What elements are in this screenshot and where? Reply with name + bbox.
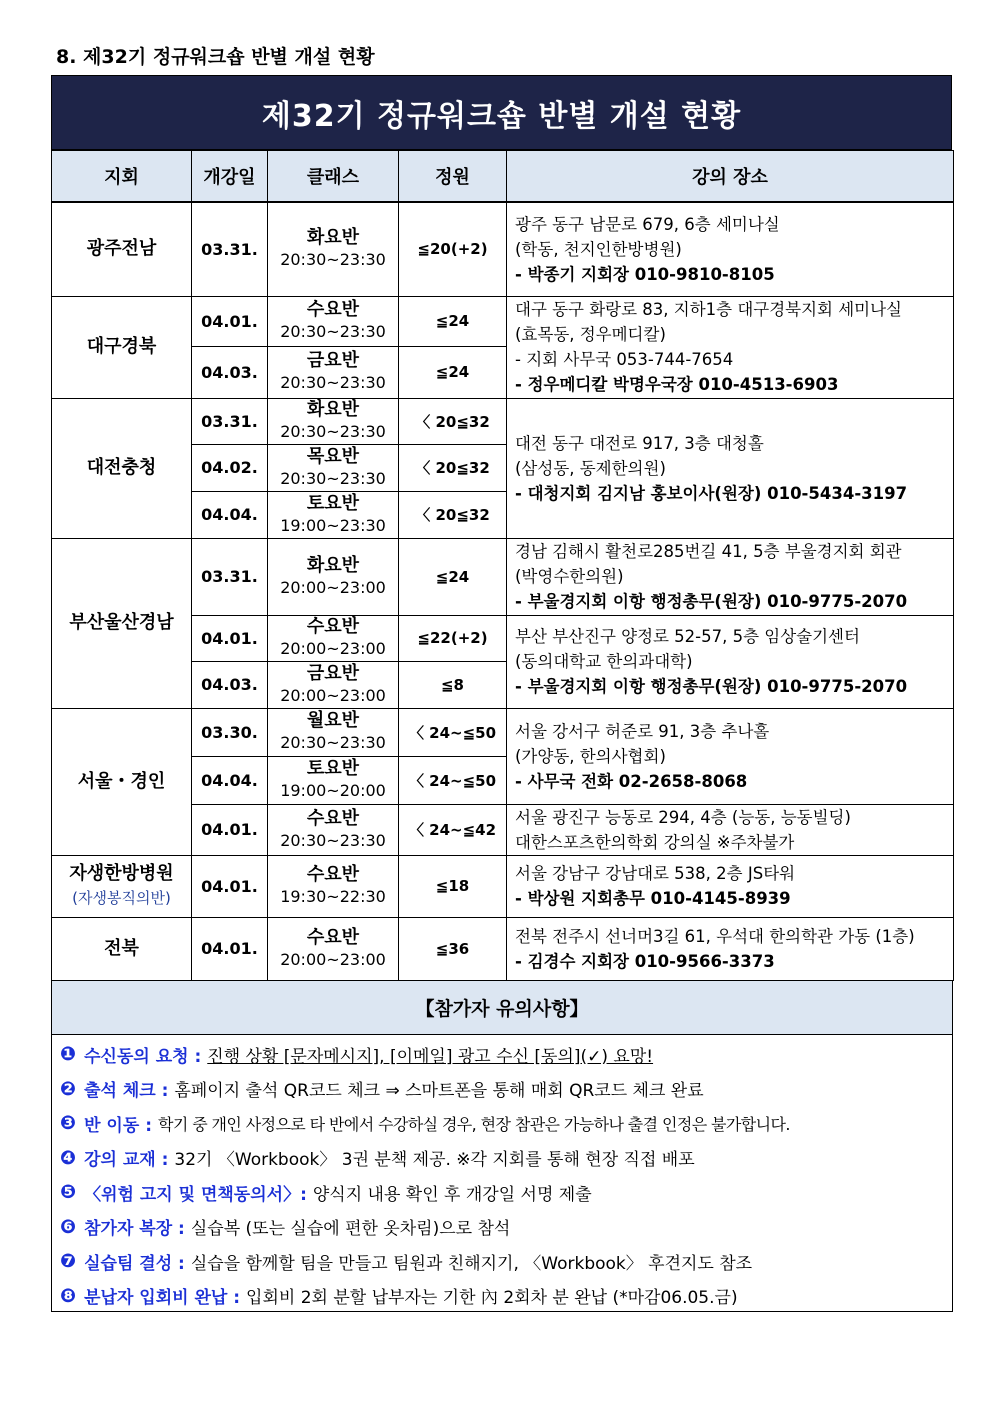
capacity-cell: 〈 24~≦50 (399, 708, 507, 756)
notice-label: 수신동의 요청 : (84, 1046, 202, 1067)
notice-item (52, 1175, 952, 1210)
class-time: 20:30~23:30 (280, 422, 386, 441)
date-cell: 04.01. (192, 296, 268, 346)
branch-cell (52, 398, 192, 538)
notice-text: 실습을 함께할 팀을 만들고 팀원과 친해지기, 〈Workbook〉 후견지도 참조 (190, 1253, 753, 1274)
class-cell (268, 756, 399, 804)
class-day: 수요반 (306, 616, 360, 637)
capacity-cell: ≦24 (399, 538, 507, 615)
notice-label: 출석 체크 : (84, 1081, 169, 1102)
date-cell: 04.01. (192, 917, 268, 980)
branch-cell (52, 538, 192, 708)
date-cell: 04.02. (192, 444, 268, 491)
class-time: 20:30~23:30 (280, 322, 386, 341)
venue-address: 광주 동구 남문로 679, 6층 세미나실 (515, 214, 780, 234)
venue-cell (507, 398, 954, 538)
notice-text: 실습복 (또는 실습에 편한 옷차림)으로 참석 (190, 1219, 511, 1240)
notice-label: 실습팀 결성 : (84, 1253, 185, 1274)
class-day: 화요반 (306, 399, 360, 420)
branch-name: 대구경북 (86, 336, 157, 357)
capacity-cell: ≦20(+2) (399, 202, 507, 296)
notice-number: ❽ (60, 1284, 77, 1307)
branch-name: 부산울산경남 (69, 612, 174, 633)
table-row (52, 296, 954, 346)
date-cell: 03.31. (192, 538, 268, 615)
header-capacity: 정원 (399, 151, 507, 203)
venue-address: 부산 부산진구 양정로 52-57, 5층 임상술기센터 (515, 627, 860, 646)
date-cell: 04.04. (192, 491, 268, 538)
branch-cell (52, 708, 192, 855)
class-day: 금요반 (306, 350, 360, 371)
venue-detail: (삼성동, 동제한의원) (515, 458, 666, 478)
schedule-table (51, 150, 954, 981)
class-day: 토요반 (306, 492, 360, 514)
venue-address: 서울 강남구 강남대로 538, 2층 JS타워 (515, 864, 796, 883)
date-cell: 04.01. (192, 855, 268, 917)
class-time: 20:30~23:30 (280, 733, 386, 752)
class-cell (268, 346, 399, 398)
venue-cell (507, 296, 954, 398)
date-cell: 04.01. (192, 615, 268, 661)
notice-item (52, 1106, 952, 1141)
notice-item (52, 1072, 952, 1107)
class-cell (268, 398, 399, 444)
notice-number: ❻ (60, 1215, 77, 1238)
table-row (52, 708, 954, 756)
branch-name: 자생한방병원 (69, 863, 174, 884)
capacity-cell: ≦24 (399, 296, 507, 346)
venue-detail: (가양동, 한의사협회) (515, 746, 666, 766)
class-time: 20:00~23:00 (280, 685, 386, 705)
capacity-cell: ≦36 (399, 917, 507, 980)
banner-title: 제32기 정규워크숍 반별 개설 현황 (51, 75, 952, 150)
notice-item (52, 1279, 952, 1314)
table-row (52, 855, 954, 917)
class-cell (268, 202, 399, 296)
venue-detail: (동의대학교 한의과대학) (515, 652, 693, 671)
venue-contact: - 김경수 지회장 010-9566-3373 (515, 951, 775, 971)
capacity-cell: ≦24 (399, 346, 507, 398)
capacity-cell: ≦18 (399, 855, 507, 917)
venue-address: 경남 김해시 활천로285번길 41, 5층 부울경지회 회관 (515, 542, 902, 561)
branch-cell (52, 202, 192, 296)
notice-label: 반 이동 : (84, 1115, 152, 1136)
venue-contact: - 박상원 지회총무 010-4145-8939 (515, 889, 791, 908)
venue-cell (507, 917, 954, 980)
date-cell: 04.04. (192, 756, 268, 804)
class-day: 수요반 (306, 807, 360, 829)
class-time: 19:30~22:30 (280, 887, 386, 906)
venue-contact: - 대청지회 김지남 홍보이사(원장) 010-5434-3197 (515, 483, 908, 503)
venue-address: 대전 동구 대전로 917, 3층 대청홀 (515, 433, 764, 453)
class-time: 20:30~23:30 (280, 250, 386, 270)
date-cell: 03.30. (192, 708, 268, 756)
class-cell (268, 538, 399, 615)
section-title: 8. 제32기 정규워크숍 반별 개설 현황 (56, 46, 375, 68)
notice-item (52, 1141, 952, 1176)
capacity-cell: 〈 24~≦42 (399, 804, 507, 855)
venue-contact: - 부울경지회 이항 행정총무(원장) 010-9775-2070 (515, 592, 908, 611)
capacity-cell: 〈 20≦32 (399, 444, 507, 491)
notice-text: 32기 〈Workbook〉 3권 분책 제공. ※각 지회를 통해 현장 직접 배포 (174, 1150, 695, 1171)
notice-text: 진행 상황 [문자메시지], [이메일] 광고 수신 [동의](✓) 요망! (207, 1046, 654, 1067)
branch-name: 대전충청 (86, 457, 157, 478)
venue-detail: (효목동, 정우메디칼) (515, 325, 666, 344)
class-cell (268, 615, 399, 661)
class-time: 19:00~20:00 (280, 781, 386, 800)
branch-name: 광주전남 (86, 238, 157, 260)
class-day: 월요반 (306, 710, 360, 731)
notice-label: 참가자 복장 : (84, 1219, 185, 1240)
venue-cell (507, 538, 954, 615)
table-row (52, 917, 954, 980)
venue-address: 서울 광진구 능동로 294, 4층 (능동, 능동빌딩) (515, 807, 851, 827)
class-day: 목요반 (306, 445, 360, 467)
class-cell (268, 708, 399, 756)
venue-detail: (학동, 천지인한방병원) (515, 239, 682, 259)
date-cell: 04.01. (192, 804, 268, 855)
venue-cell (507, 202, 954, 296)
venue-cell (507, 615, 954, 708)
venue-detail: (박영수한의원) (515, 567, 624, 586)
venue-contact: - 박종기 지회장 010-9810-8105 (515, 264, 775, 284)
class-cell (268, 491, 399, 538)
venue-detail: 대한스포츠한의학회 강의실 ※주차불가 (515, 832, 795, 852)
table-row (52, 398, 954, 444)
class-day: 수요반 (306, 926, 360, 948)
header-branch: 지회 (52, 151, 192, 203)
capacity-cell: 〈 20≦32 (399, 398, 507, 444)
class-day: 토요반 (306, 758, 360, 779)
class-time: 20:00~23:00 (280, 577, 386, 597)
venue-contact: - 부울경지회 이항 행정총무(원장) 010-9775-2070 (515, 677, 908, 696)
class-day: 화요반 (306, 554, 360, 576)
date-cell: 03.31. (192, 398, 268, 444)
notice-number: ❷ (60, 1077, 77, 1100)
branch-cell (52, 917, 192, 980)
header-date: 개강일 (192, 151, 268, 203)
notice-item (52, 1037, 952, 1072)
venue-contact: - 지회 사무국 053-744-7654 (515, 350, 734, 369)
table-row (52, 202, 954, 296)
notice-item (52, 1210, 952, 1245)
notice-title: 【참가자 유의사항】 (51, 980, 953, 1035)
class-cell (268, 917, 399, 980)
venue-address: 대구 동구 화랑로 83, 지하1층 대구경북지회 세미나실 (515, 300, 902, 319)
capacity-cell: ≦22(+2) (399, 615, 507, 661)
class-time: 20:00~23:00 (280, 639, 386, 658)
notice-label: 〈위험 고지 및 면책동의서〉: (84, 1184, 307, 1205)
header-venue: 강의 장소 (507, 151, 954, 203)
notice-number: ❸ (60, 1112, 77, 1135)
notice-list (51, 1035, 953, 1312)
notice-number: ❼ (60, 1250, 77, 1273)
date-cell: 04.03. (192, 346, 268, 398)
notice-item (52, 1244, 952, 1279)
notice-number: ❺ (60, 1181, 77, 1204)
table-row (52, 538, 954, 615)
capacity-cell: ≦8 (399, 661, 507, 708)
class-time: 19:00~23:30 (280, 515, 386, 535)
class-day: 수요반 (306, 864, 360, 885)
date-cell: 03.31. (192, 202, 268, 296)
venue-address: 전북 전주시 선너머3길 61, 우석대 한의학관 가동 (1층) (515, 926, 915, 946)
venue-cell (507, 708, 954, 804)
venue-cell (507, 804, 954, 855)
class-cell (268, 444, 399, 491)
notice-label: 분납자 입회비 완납 : (84, 1288, 241, 1309)
branch-name: 전북 (104, 937, 139, 959)
class-cell (268, 855, 399, 917)
header-class: 클래스 (268, 151, 399, 203)
venue-cell (507, 855, 954, 917)
venue-contact: - 사무국 전화 02-2658-8068 (515, 771, 748, 791)
notice-text: 양식지 내용 확인 후 개강일 서명 제출 (312, 1184, 592, 1205)
class-cell (268, 804, 399, 855)
class-day: 화요반 (306, 227, 360, 249)
date-cell: 04.03. (192, 661, 268, 708)
notice-number: ❹ (60, 1146, 77, 1169)
class-time: 20:30~23:30 (280, 468, 386, 488)
branch-cell (52, 296, 192, 398)
class-cell (268, 661, 399, 708)
capacity-cell: 〈 24~≦50 (399, 756, 507, 804)
branch-cell (52, 855, 192, 917)
notice-text: 홈페이지 출석 QR코드 체크 ⇒ 스마트폰을 통해 매회 QR코드 체크 완료 (174, 1081, 704, 1102)
class-cell (268, 296, 399, 346)
notice-text: 학기 중 개인 사정으로 타 반에서 수강하실 경우, 현장 참관은 가능하나 출결 인정은 불가합니다. (158, 1114, 790, 1134)
class-time: 20:30~23:30 (280, 373, 386, 392)
venue-address: 서울 강서구 허준로 91, 3층 추나홀 (515, 721, 770, 741)
branch-name: 서울・경인 (77, 770, 166, 792)
table-header-row (52, 151, 954, 203)
class-time: 20:30~23:30 (280, 830, 386, 850)
class-day: 수요반 (306, 299, 360, 320)
notice-label: 강의 교재 : (84, 1150, 169, 1171)
notice-text: 입회비 2회 분할 납부자는 기한 內 2회차 분 완납 (*마감06.05.금) (246, 1288, 738, 1309)
class-time: 20:00~23:00 (280, 949, 386, 969)
venue-contact: - 정우메디칼 박명우국장 010-4513-6903 (515, 375, 839, 394)
capacity-cell: 〈 20≦32 (399, 491, 507, 538)
class-day: 금요반 (306, 662, 360, 684)
notice-number: ❶ (60, 1043, 77, 1066)
branch-subtitle: (자생봉직의반) (72, 889, 171, 907)
